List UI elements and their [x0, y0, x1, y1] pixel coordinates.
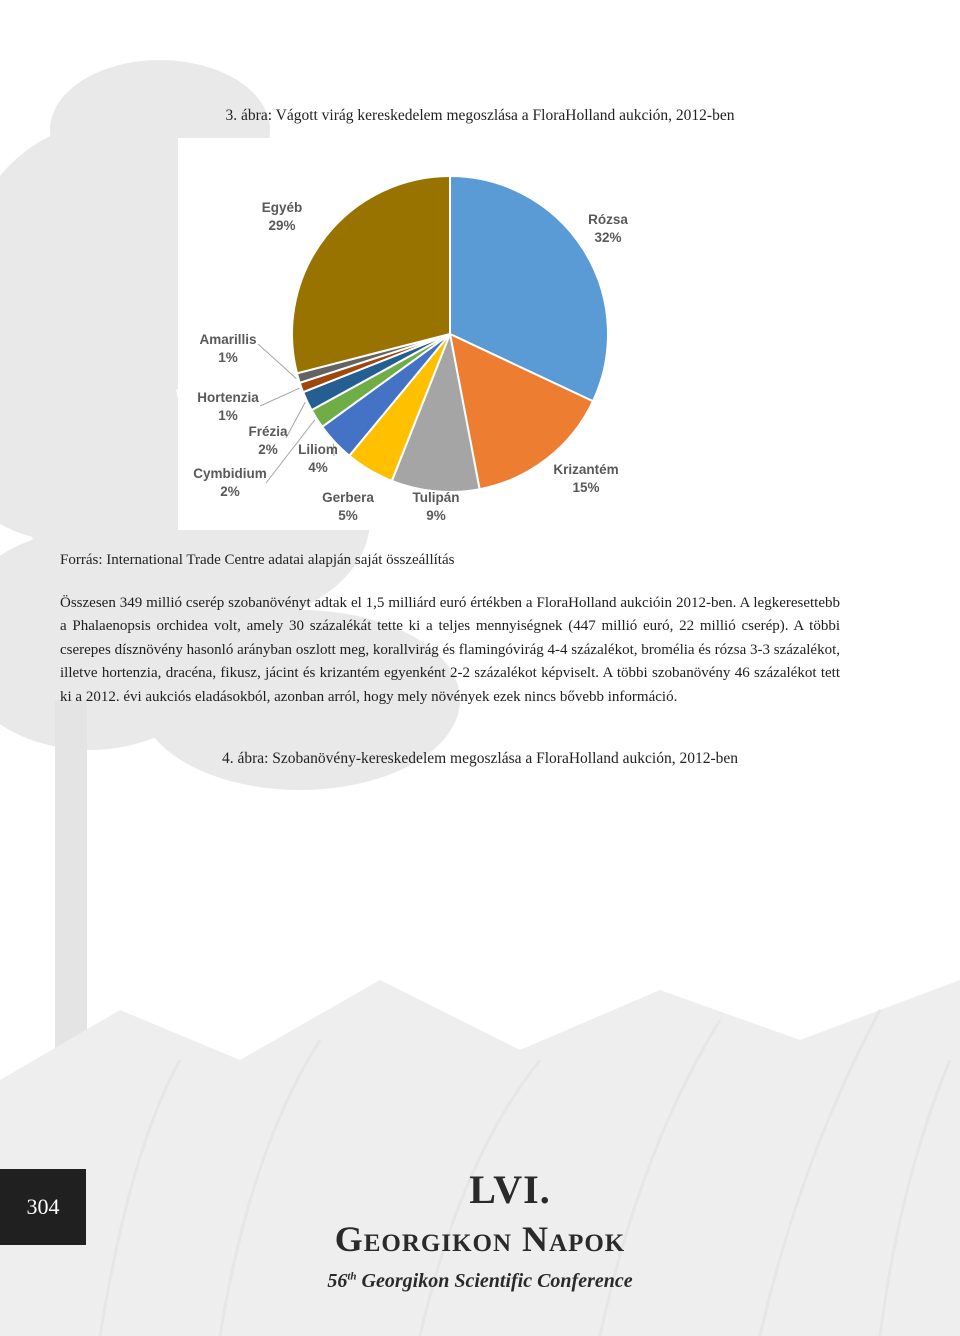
- slice-value-egyéb: 29%: [268, 218, 296, 233]
- slice-label-krizantém: Krizantém: [553, 462, 619, 477]
- slice-label-gerbera: Gerbera: [322, 490, 374, 505]
- slice-value-hortenzia: 1%: [218, 408, 238, 423]
- slice-value-rózsa: 32%: [594, 230, 622, 245]
- leader-line-frézia: [286, 402, 305, 438]
- slice-value-liliom: 4%: [308, 460, 328, 475]
- slice-value-tulipán: 9%: [426, 508, 446, 523]
- slice-value-amarillis: 1%: [218, 350, 238, 365]
- conference-edition-roman: LVI.: [469, 1167, 551, 1212]
- slice-label-egyéb: Egyéb: [261, 200, 303, 215]
- page-number: 304: [0, 1169, 86, 1245]
- slice-value-cymbidium: 2%: [220, 484, 240, 499]
- slice-label-frézia: Frézia: [248, 424, 288, 439]
- slice-label-cymbidium: Cymbidium: [193, 466, 267, 481]
- slice-value-gerbera: 5%: [338, 508, 358, 523]
- slice-value-krizantém: 15%: [572, 480, 600, 495]
- figure-3-caption: 3. ábra: Vágott virág kereskedelem megoszlása a FloraHolland aukción, 2012-ben: [225, 107, 735, 124]
- conference-name: Georgikon Napok: [334, 1219, 626, 1259]
- slice-label-hortenzia: Hortenzia: [197, 390, 259, 405]
- pie-chart: [178, 138, 664, 530]
- conference-subtitle-suffix: th: [347, 1270, 357, 1283]
- slice-label-amarillis: Amarillis: [199, 332, 257, 347]
- body-paragraph: [60, 592, 840, 709]
- pie-chart-container: [178, 138, 664, 530]
- leader-line-amarillis: [258, 344, 296, 379]
- slice-label-tulipán: Tulipán: [412, 490, 460, 505]
- leader-line-hortenzia: [260, 388, 299, 406]
- slice-value-frézia: 2%: [258, 442, 278, 457]
- conference-subtitle-number: 56: [327, 1270, 348, 1292]
- conference-subtitle: [270, 1270, 690, 1293]
- body-paragraph-text: Összesen 349 millió cserép szobanövényt adtak el 1,5 milliárd euró értékben a FloraHolland aukcióin 2012-ben. A legkeresettebb a Phalaenopsis orchidea volt, amely 30 százalékát tette ki a teljes mennyiségnek (447 millió euró, 22 millió cserép). A többi cserepes dísznövény hasonló arányban oszlott meg, korallvirág és flamingóvirág 4-4 százalékot, bromélia és rózsa 3-3 százalékot, illetve hortenzia, dracéna, fikusz, jácint és krizantém egyenként 2-2 százalékot képviselt. A többi szobanövény 46 százalékot tett ki a 2012. évi aukciós eladásokból, azonban arról, hogy mely növények ezek nincs bővebb információ.: [60, 595, 840, 705]
- figure-4-caption: 4. ábra: Szobanövény-kereskedelem megoszlása a FloraHolland aukción, 2012-ben: [221, 750, 739, 767]
- slice-label-liliom: Liliom: [298, 442, 338, 457]
- source-note: Forrás: International Trade Centre adatai alapján saját összeállítás: [60, 552, 455, 568]
- conference-subtitle-text: Georgikon Scientific Conference: [356, 1270, 633, 1292]
- slice-label-rózsa: Rózsa: [588, 212, 628, 227]
